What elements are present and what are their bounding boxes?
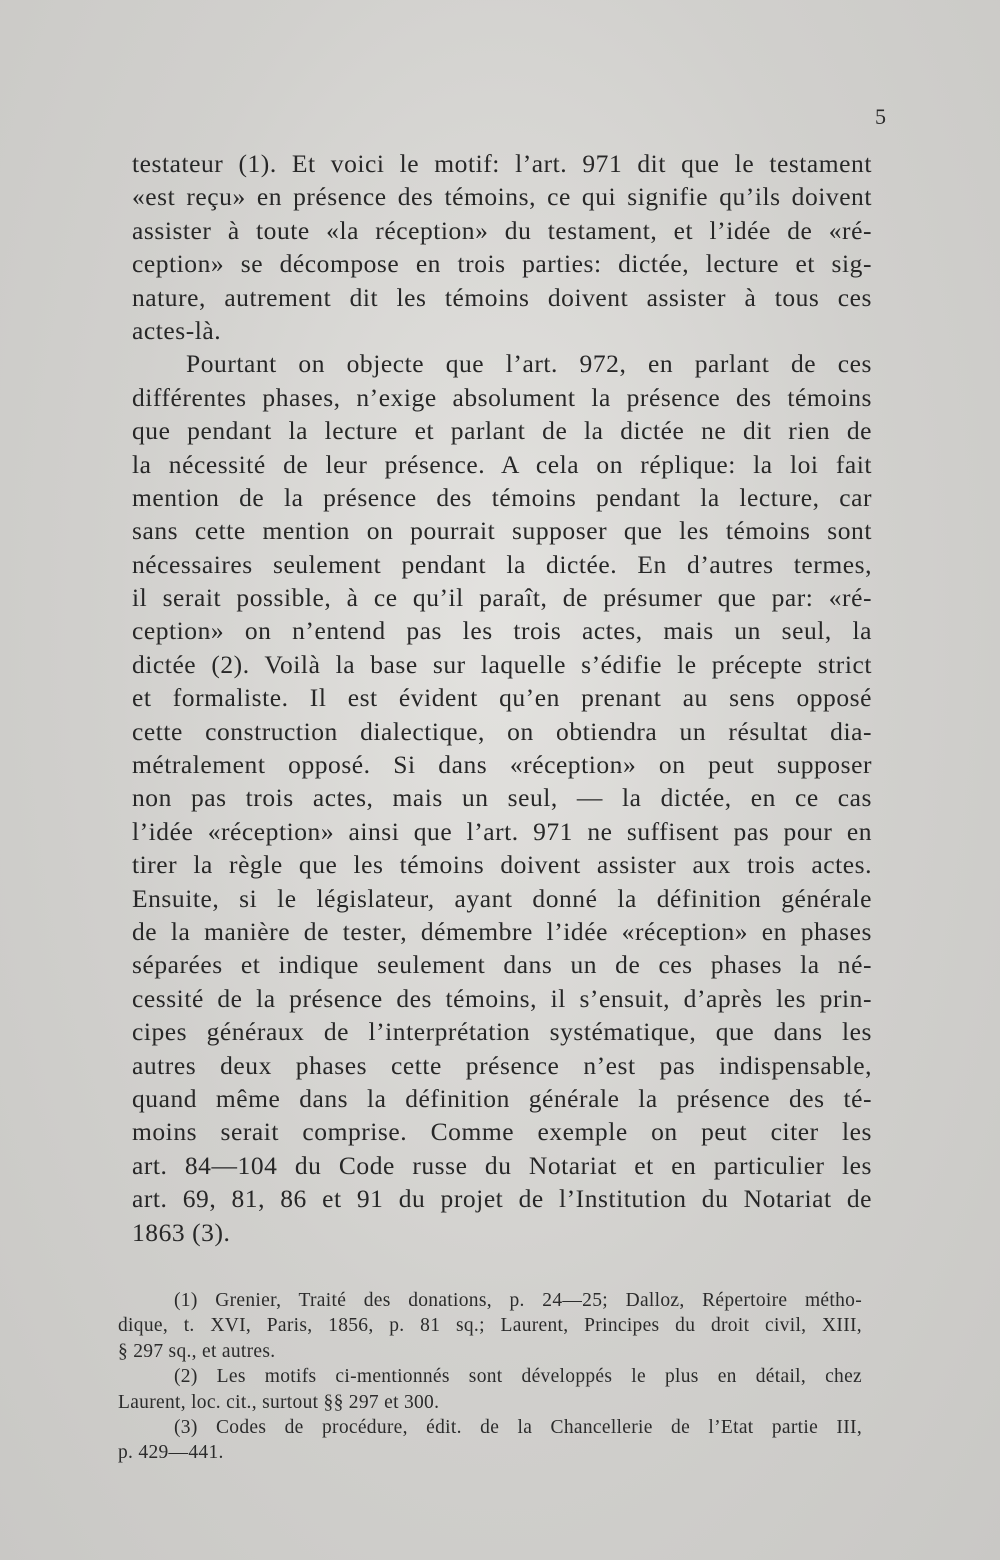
body-line: moins serait comprise. Comme exemple on peut citer les — [132, 1117, 872, 1147]
body-line: tirer la règle que les témoins doivent assister aux trois actes. — [132, 850, 872, 880]
body-line: ception» se décompose en trois parties: dictée, lecture et sig- — [132, 249, 872, 279]
body-line: il serait possible, à ce qu’il paraît, de présumer que par: «ré- — [132, 583, 872, 613]
body-line: cette construction dialectique, on obtiendra un résultat dia- — [132, 716, 872, 746]
footnotes — [118, 1288, 862, 1466]
body-line: mention de la présence des témoins pendant la lecture, car — [132, 482, 872, 512]
body-line: ception» on n’entend pas les trois actes, mais un seul, la — [132, 616, 872, 646]
body-line: testateur (1). Et voici le motif: l’art. 971 dit que le testament — [132, 149, 872, 178]
footnote-line: Laurent, loc. cit., surtout §§ 297 et 300. — [118, 1391, 440, 1413]
body-line: nature, autrement dit les témoins doivent assister à tous ces — [132, 282, 872, 312]
body-line: l’idée «réception» ainsi que l’art. 971 ne suffisent pas pour en — [132, 816, 872, 846]
body-line: séparées et indique seulement dans un de ces phases la né- — [132, 950, 872, 980]
body-line: et formaliste. Il est évident qu’en prenant au sens opposé — [132, 683, 872, 713]
body-line: la nécessité de leur présence. A cela on réplique: la loi fait — [132, 449, 872, 479]
footnote-line: (3) Codes de procédure, édit. de la Chancellerie de l’Etat partie III, — [174, 1416, 862, 1438]
body-line: dictée (2). Voilà la base sur laquelle s’édifie le précepte strict — [132, 649, 872, 679]
body-line: cessité de la présence des témoins, il s’ensuit, d’après les prin- — [132, 983, 872, 1013]
body-line: Pourtant on objecte que l’art. 972, en parlant de ces — [186, 349, 872, 379]
body-line: nécessaires seulement pendant la dictée. En d’autres termes, — [132, 549, 872, 579]
body-line: différentes phases, n’exige absolument la présence des témoins — [132, 382, 872, 412]
footnote-line: (1) Grenier, Traité des donations, p. 24—25; Dalloz, Répertoire métho- — [174, 1290, 862, 1311]
body-line: actes-là. — [132, 315, 222, 345]
body-line: autres deux phases cette présence n’est pas indispensable, — [132, 1050, 872, 1080]
body-line: «est reçu» en présence des témoins, ce qui signifie qu’ils doivent — [132, 182, 872, 212]
body-line: métralement opposé. Si dans «réception» on peut supposer — [132, 750, 872, 780]
body-line: quand même dans la définition générale la présence des té- — [132, 1083, 872, 1113]
footnote-line: § 297 sq., et autres. — [118, 1340, 276, 1362]
page-number: 5 — [875, 104, 886, 129]
body-line: 1863 (3). — [132, 1217, 231, 1247]
body-line: cipes généraux de l’interprétation systématique, que dans les — [132, 1017, 872, 1047]
body-line: assister à toute «la réception» du testament, et l’idée de «ré- — [132, 215, 872, 245]
body-line: de la manière de tester, démembre l’idée «réception» en phases — [132, 916, 872, 946]
footnote-line: dique, t. XVI, Paris, 1856, p. 81 sq.; Laurent, Principes du droit civil, XIII, — [118, 1315, 862, 1337]
footnote-line: (2) Les motifs ci-mentionnés sont développés le plus en détail, chez — [174, 1366, 862, 1388]
main-text — [132, 147, 872, 1249]
body-line: que pendant la lecture et parlant de la dictée ne dit rien de — [132, 416, 872, 446]
footnote-line: p. 429—441. — [118, 1442, 224, 1464]
body-line: art. 69, 81, 86 et 91 du projet de l’Institution du Notariat de — [132, 1184, 872, 1214]
body-line: art. 84—104 du Code russe du Notariat et en particulier les — [132, 1150, 872, 1180]
body-line: Ensuite, si le législateur, ayant donné la définition générale — [132, 883, 872, 913]
body-line: sans cette mention on pourrait supposer que les témoins sont — [132, 516, 872, 546]
body-line: non pas trois actes, mais un seul, — la dictée, en ce cas — [132, 783, 872, 813]
